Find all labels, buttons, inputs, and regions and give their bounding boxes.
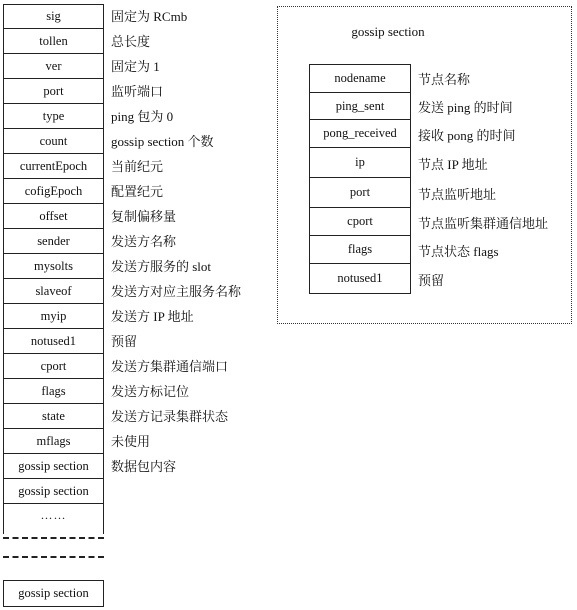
field-ellipsis: …… bbox=[3, 504, 104, 534]
ellipsis-dash-bottom bbox=[3, 556, 104, 558]
field-sig-desc: 固定为 RCmb bbox=[111, 9, 188, 24]
field-sig: sig bbox=[3, 4, 104, 29]
field-state: state bbox=[3, 404, 104, 429]
gossip-field-ip-desc: 节点 IP 地址 bbox=[418, 156, 488, 172]
field-gossip-section-1: gossip section bbox=[3, 454, 104, 479]
gossip-field-pong-received: pong_received bbox=[309, 120, 411, 148]
gossip-field-pong-received-desc: 接收 pong 的时间 bbox=[418, 127, 516, 143]
field-gossip-section-desc: 数据包内容 bbox=[111, 459, 177, 474]
gossip-field-port-desc: 节点监听地址 bbox=[418, 186, 497, 202]
field-tollen-desc: 总长度 bbox=[111, 34, 151, 49]
field-port: port bbox=[3, 79, 104, 104]
gossip-field-nodename: nodename bbox=[309, 64, 411, 93]
field-tollen: tollen bbox=[3, 29, 104, 54]
field-type-desc: ping 包为 0 bbox=[111, 109, 174, 124]
gossip-field-ping-sent-desc: 发送 ping 的时间 bbox=[418, 100, 513, 115]
gossip-field-notused1: notused1 bbox=[309, 264, 411, 294]
field-mflags-desc: 未使用 bbox=[111, 434, 151, 449]
field-current-epoch-desc: 当前纪元 bbox=[111, 159, 164, 174]
field-type: type bbox=[3, 104, 104, 129]
field-myslots: mysolts bbox=[3, 254, 104, 279]
field-gossip-section-last: gossip section bbox=[3, 580, 104, 607]
gossip-field-port: port bbox=[309, 178, 411, 208]
field-current-epoch: currentEpoch bbox=[3, 154, 104, 179]
field-sender-desc: 发送方名称 bbox=[111, 234, 177, 249]
field-myip: myip bbox=[3, 304, 104, 329]
gossip-section-title: gossip section bbox=[351, 24, 425, 39]
gossip-field-flags: flags bbox=[309, 236, 411, 264]
field-count: count bbox=[3, 129, 104, 154]
ellipsis-dash-top bbox=[3, 537, 104, 539]
gossip-field-cport: cport bbox=[309, 208, 411, 236]
field-cport: cport bbox=[3, 354, 104, 379]
field-mflags: mflags bbox=[3, 429, 104, 454]
field-myslots-desc: 发送方服务的 slot bbox=[111, 259, 212, 274]
field-notused1: notused1 bbox=[3, 329, 104, 354]
gossip-field-nodename-desc: 节点名称 bbox=[418, 72, 471, 87]
gossip-field-cport-desc: 节点监听集群通信地址 bbox=[418, 215, 549, 231]
field-offset: offset bbox=[3, 204, 104, 229]
field-cport-desc: 发送方集群通信端口 bbox=[111, 359, 229, 374]
gossip-field-ping-sent: ping_sent bbox=[309, 93, 411, 120]
field-myip-desc: 发送方 IP 地址 bbox=[111, 309, 194, 324]
field-slaveof-desc: 发送方对应主服务名称 bbox=[111, 284, 242, 299]
gossip-field-notused1-desc: 预留 bbox=[418, 272, 445, 288]
field-ver-desc: 固定为 1 bbox=[111, 59, 160, 74]
field-config-epoch-desc: 配置纪元 bbox=[111, 184, 164, 199]
field-state-desc: 发送方记录集群状态 bbox=[111, 409, 229, 424]
field-config-epoch: cofigEpoch bbox=[3, 179, 104, 204]
field-notused1-desc: 预留 bbox=[111, 334, 138, 349]
field-gossip-section-2: gossip section bbox=[3, 479, 104, 504]
field-port-desc: 监听端口 bbox=[111, 84, 164, 99]
field-ver: ver bbox=[3, 54, 104, 79]
field-sender: sender bbox=[3, 229, 104, 254]
gossip-field-flags-desc: 节点状态 flags bbox=[418, 243, 499, 259]
field-slaveof: slaveof bbox=[3, 279, 104, 304]
field-count-desc: gossip section 个数 bbox=[111, 134, 214, 149]
field-offset-desc: 复制偏移量 bbox=[111, 209, 177, 224]
gossip-field-ip: ip bbox=[309, 148, 411, 178]
field-flags: flags bbox=[3, 379, 104, 404]
field-flags-desc: 发送方标记位 bbox=[111, 384, 190, 399]
